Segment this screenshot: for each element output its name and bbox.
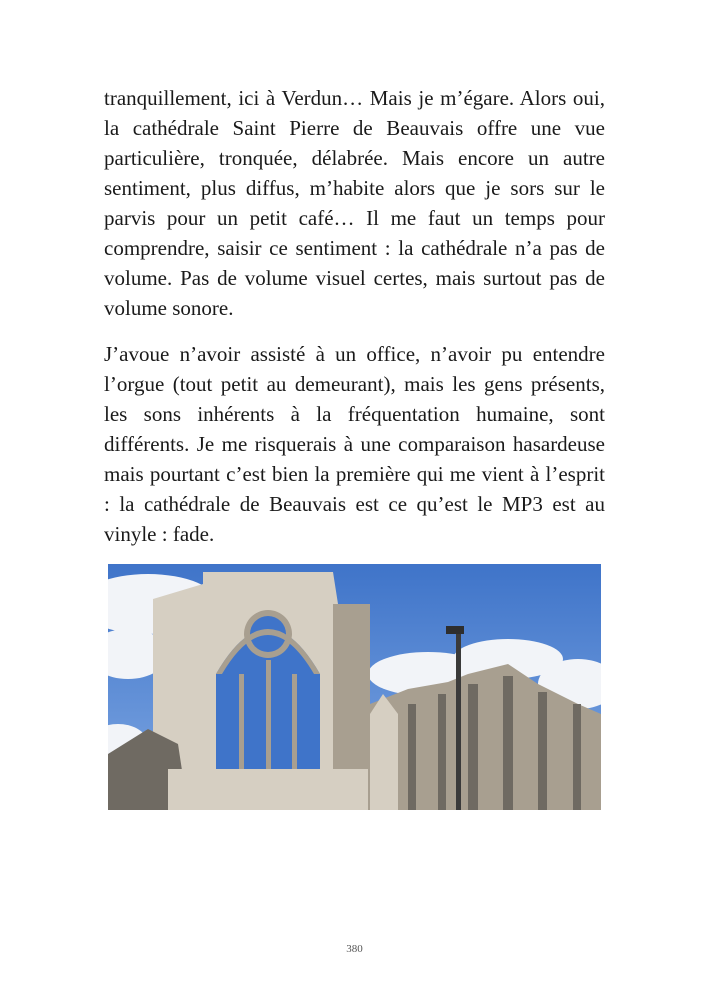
photo-lamp-post — [456, 634, 461, 810]
paragraph-1: tranquillement, ici à Verdun… Mais je m’égare. Alors oui, la cathédrale Saint Pierre de Beauvais offre une vue particulière, tronquée, délabrée. Mais encore un autre sentiment, plus diffus, m’habite alors que je sors sur le parvis pour un petit café… Il me faut un temps pour comprendre, saisir ce sentiment : la cathédrale n’a pas de volume. Pas de volume visuel certes, mais surtout pas de volume sonore. — [104, 86, 605, 320]
page-number: 380 — [346, 943, 363, 955]
cathedral-photo — [108, 564, 601, 810]
paragraph-2: J’avoue n’avoir assisté à un office, n’avoir pu entendre l’orgue (tout petit au demeurant), mais les gens présents, les sons inhérents à la fréquentation humaine, sont différents. Je me risquerais à une comparaison hasardeuse mais pourtant c’est bien la première qui me vient à l’esprit : la cathédrale de Beauvais est ce qu’est le MP3 est au vinyle : fade. — [104, 342, 605, 546]
photo-cathedral-facade — [370, 694, 398, 810]
